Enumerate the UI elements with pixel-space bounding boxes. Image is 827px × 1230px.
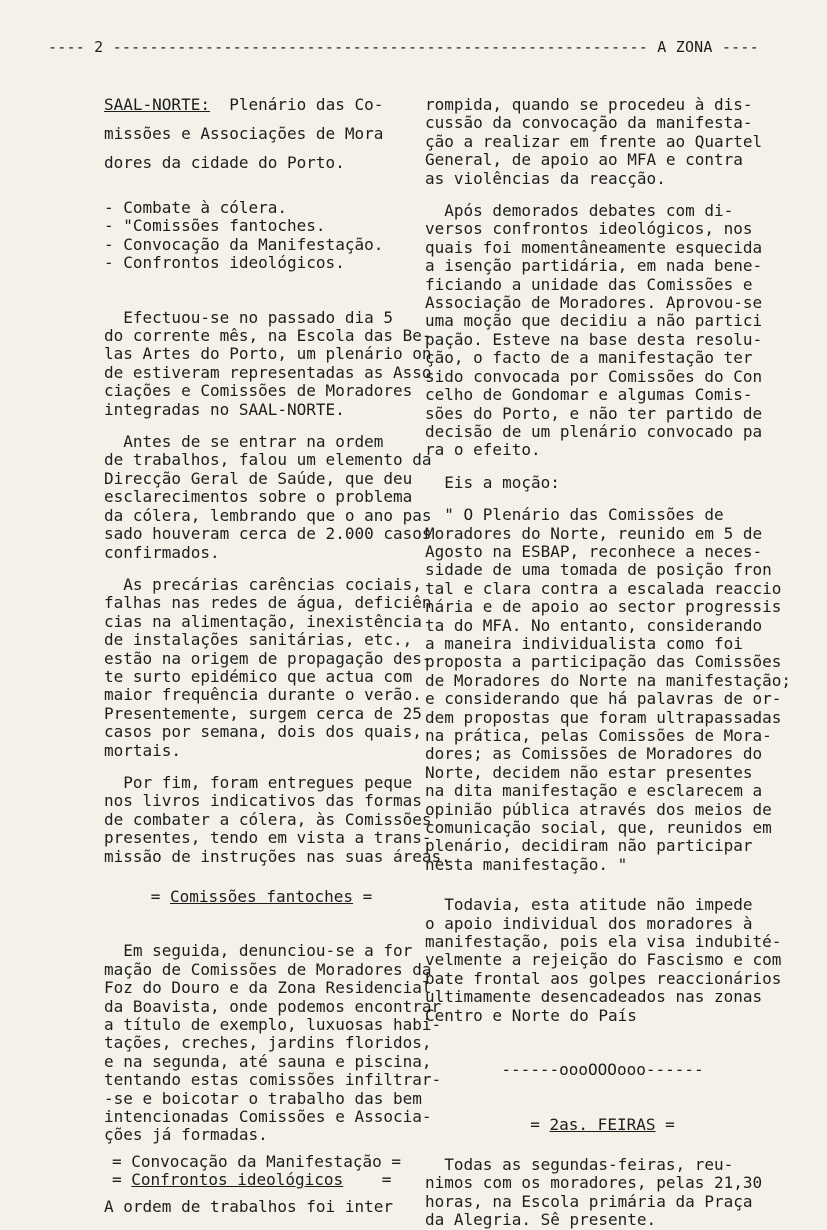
topic-item: - "Comissões fantoches.	[104, 216, 326, 236]
section-heading: = Convocação da Manifestação = = Confrontos ideológicos =	[112, 1151, 401, 1190]
topic-item: - Confrontos ideológicos.	[104, 253, 345, 273]
page-number: 2	[94, 38, 104, 56]
title-organization: SAAL-NORTE:	[104, 95, 210, 114]
section-heading: = Comissões fantoches =	[150, 887, 373, 906]
left-column	[104, 90, 451, 1216]
paragraph: Todavia, esta atitude não impede o apoio individual dos moradores à manifestação, pois ela visa indubité- velmente a rejeição do Fascismo e com bate frontal aos golpes reaccionários ultimamente desencadeados nas zonas Centro e Norte do País	[425, 895, 782, 1025]
publication-name: A ZONA	[657, 38, 713, 56]
separator-line: ------oooOOOooo------	[501, 1060, 704, 1080]
paragraph: Todas as segundas-feiras, reu- nimos com os moradores, pelas 21,30 horas, na Escola primária da Praça da Alegria. Sê presente.	[425, 1154, 763, 1230]
paragraph: Antes de se entrar na ordem de trabalhos, falou um elemento da Direcção Geral de Saúde, que deu esclarecimentos sobre o problema da cólera, lembrando que o ano pas sado houveram cerca de 2.000 casos confirmados.	[104, 432, 432, 562]
topic-item: - Combate à cólera.	[104, 198, 288, 217]
mocao-intro: Eis a moção:	[425, 472, 560, 492]
paragraph: Após demorados debates com di- versos confrontos ideológicos, nos quais foi momentâneamente esquecida a isenção partidária, em nada bene- ficiando a unidade das Comissões e Associação de Moradores. Aprovou-se uma moção que decidiu a não partici pação. Esteve na base desta resolu- ção, o facto de a manifestação ter sido convocada por Comissões do Con celho de Gondomar e algumas Comis- sões do Porto, e não ter partido de decisão de um plenário convocado pa ra o efeito.	[425, 201, 763, 460]
article-title: SAAL-NORTE: Plenário das Co- missões e Associações de Mora dores da cidade do Porto.	[104, 95, 384, 172]
paragraph: Por fim, foram entregues peque nos livros indicativos das formas de combater a cólera, às Comissões presentes, tendo em vista a trans- missão de instruções nas suas áreas.	[104, 772, 451, 866]
topic-list	[104, 199, 419, 273]
page-header: ---- 2 ---------------------------------------------------------- A ZONA ----	[48, 38, 759, 56]
section-heading: = 2as. FEIRAS =	[530, 1114, 675, 1134]
topic-item: - Convocação da Manifestação.	[104, 234, 384, 254]
quoted-motion: " O Plenário das Comissões de Moradores do Norte, reunido em 5 de Agosto na ESBAP, reconhece a neces- sidade de uma tomada de posição fron tal e clara contra a escalada reaccio nária e de apoio ao sector progressis ta do MFA. No entanto, considerando a maneira individualista como foi proposta a participação das Comissões de Moradores do Norte na manifestação; e considerando que há palavras de or- dem propostas que foram ultrapassadas na prática, pelas Comissões de Mora- dores; as Comissões de Moradores do Norte, decidem não estar presentes na dita manifestação e esclarecem a opinião pública através dos meios de comunicação social, que, reunidos em plenário, decidiram não participar nesta manifestação. "	[425, 505, 792, 874]
paragraph: As precárias carências cociais, falhas nas redes de água, deficiên cias na alimentação, inexistência de instalações sanitárias, etc., estão na origem de propagação des- te surto epidémico que actua com maior frequência durante o verão. Presentemente, surgem cerca de 25 casos por semana, dois dos quais, mortais.	[104, 574, 432, 760]
paragraph: A ordem de trabalhos foi inter	[104, 1196, 393, 1216]
paragraph: Efectuou-se no passado dia 5 do corrente mês, na Escola das Be- las Artes do Porto, um plenário on de estiveram representadas as Asso ciações e Comissões de Moradores integradas no SAAL-NORTE.	[104, 307, 432, 419]
paragraph: rompida, quando se procedeu à dis- cussão da convocação da manifesta- ção a realizar em frente ao Quartel General, de apoio ao MFA e contra as violências da reacção.	[425, 95, 763, 188]
paragraph: Em seguida, denunciou-se a for mação de Comissões de Moradores da Foz do Douro e da Zona Residencial da Boavista, onde podemos encontrar a título de exemplo, luxuosas habi- tações, creches, jardins floridos, e na segunda, até sauna e piscina, tentando estas comissões infiltrar- -se e boicotar o trabalho das bem intencionadas Comissões e Associa- ções já formadas.	[104, 941, 442, 1145]
right-column	[425, 95, 792, 1230]
